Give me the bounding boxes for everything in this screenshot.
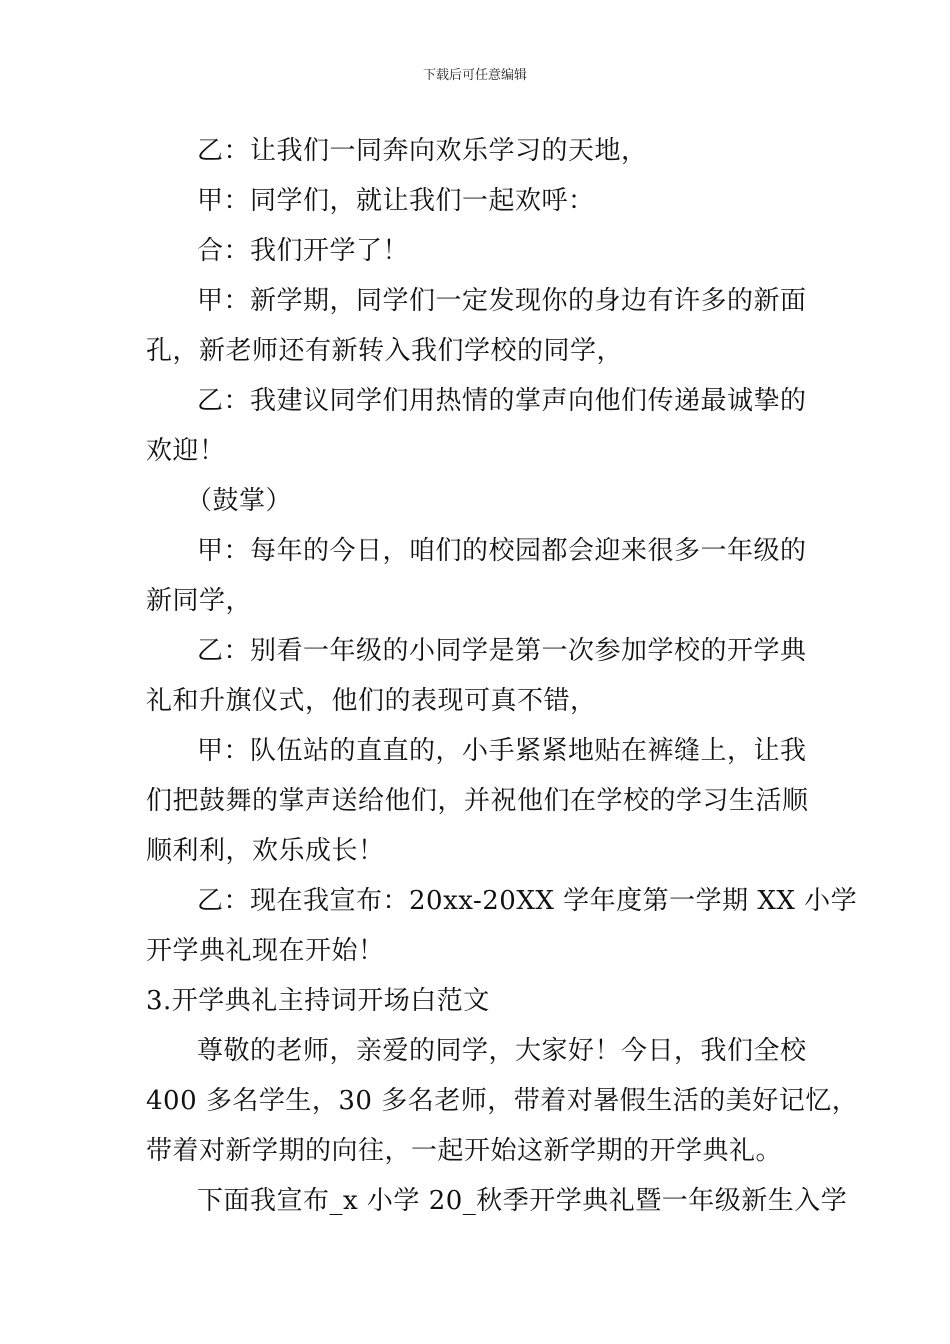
text-line: 开学典礼现在开始！ <box>146 936 385 966</box>
text-line: 乙：现在我宣布：20xx-20XX 学年度第一学期 XX 小学 <box>197 886 858 916</box>
text-line: 乙：让我们一同奔向欢乐学习的天地， <box>197 136 648 166</box>
section-heading: 3.开学典礼主持词开场白范文 <box>146 986 490 1016</box>
page-header: 下载后可任意编辑 <box>422 68 527 83</box>
text-line: 甲：每年的今日，咱们的校园都会迎来很多一年级的 <box>197 536 807 566</box>
text-line: 们把鼓舞的掌声送给他们，并祝他们在学校的学习生活顺 <box>146 786 809 816</box>
text-line: 400 多名学生，30 多名老师，带着对暑假生活的美好记忆， <box>146 1086 859 1116</box>
text-line: 甲：队伍站的直直的，小手紧紧地贴在裤缝上，让我 <box>197 736 807 766</box>
text-line: 欢迎！ <box>146 436 226 466</box>
text-line: 尊敬的老师，亲爱的同学，大家好！今日，我们全校 <box>197 1036 807 1066</box>
stage-direction: （鼓掌） <box>186 486 293 516</box>
text-line: 带着对新学期的向往，一起开始这新学期的开学典礼。 <box>146 1136 783 1166</box>
text-line: 甲：新学期，同学们一定发现你的身边有许多的新面 <box>197 286 807 316</box>
text-line: 甲：同学们，就让我们一起欢呼： <box>197 186 595 216</box>
text-line: 礼和升旗仪式，他们的表现可真不错， <box>146 686 597 716</box>
text-line: 顺利利，欢乐成长！ <box>146 836 385 866</box>
text-line: 乙：我建议同学们用热情的掌声向他们传递最诚挚的 <box>197 386 807 416</box>
text-line: 孔，新老师还有新转入我们学校的同学， <box>146 336 624 366</box>
text-line: 下面我宣布_x 小学 20_秋季开学典礼暨一年级新生入学 <box>197 1186 848 1216</box>
text-line: 乙：别看一年级的小同学是第一次参加学校的开学典 <box>197 636 807 666</box>
text-line: 新同学， <box>146 586 253 616</box>
text-line: 合：我们开学了！ <box>197 236 410 266</box>
